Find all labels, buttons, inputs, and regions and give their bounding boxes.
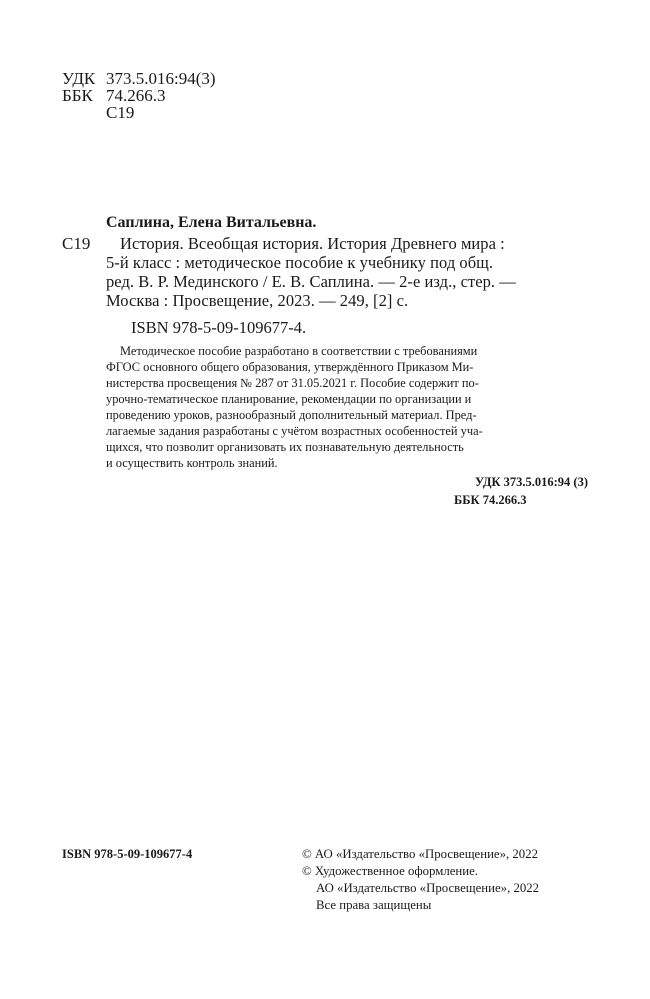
annotation-line: щихся, что позволит организовать их познавательную деятельность [106,440,464,454]
bbk-right: ББК 74.266.3 [454,493,527,507]
author-sign: С19 [106,103,135,122]
annotation-line: Методическое пособие разработано в соответствии с требованиями [120,344,478,358]
udk-right: УДК 373.5.016:94 (3) [474,475,588,489]
record-line: История. Всеобщая история. История Древнего мира : [120,234,505,253]
annotation-line: лагаемые задания разработаны с учётом возрастных особенностей уча- [106,424,483,438]
annotation-line: ФГОС основного общего образования, утверждённого Приказом Ми- [106,360,474,374]
bbk-label: ББК [62,86,93,105]
annotation-line: нистерства просвещения № 287 от 31.05.2021 г. Пособие содержит по- [106,376,479,390]
record-line: ред. В. Р. Мединского / Е. В. Саплина. — 2-е изд., стер. — [106,272,516,291]
udk-code: 373.5.016:94(3) [106,69,216,88]
udk-label: УДК [62,69,96,88]
record-author-sign: С19 [62,234,91,253]
annotation-line: проведению уроков, разнообразный дополнительный материал. Пред- [106,408,477,422]
record-isbn: ISBN 978-5-09-109677-4. [131,318,307,337]
copyright-line: © Художественное оформление. [302,864,478,878]
record-line: 5-й класс : методическое пособие к учебнику под общ. [106,253,494,272]
footer-isbn: ISBN 978-5-09-109677-4 [62,847,193,861]
annotation-line: и осуществить контроль знаний. [106,456,278,470]
copyright-line: АО «Издательство «Просвещение», 2022 [316,881,540,895]
record-line: Москва : Просвещение, 2023. — 249, [2] с. [106,291,409,310]
author-name: Саплина, Елена Витальевна. [106,214,317,231]
copyright-line: © АО «Издательство «Просвещение», 2022 [302,847,538,861]
bbk-code: 74.266.3 [106,86,166,105]
annotation-line: урочно-тематическое планирование, рекомендации по организации и [106,392,472,406]
copyright-line: Все права защищены [316,898,432,912]
